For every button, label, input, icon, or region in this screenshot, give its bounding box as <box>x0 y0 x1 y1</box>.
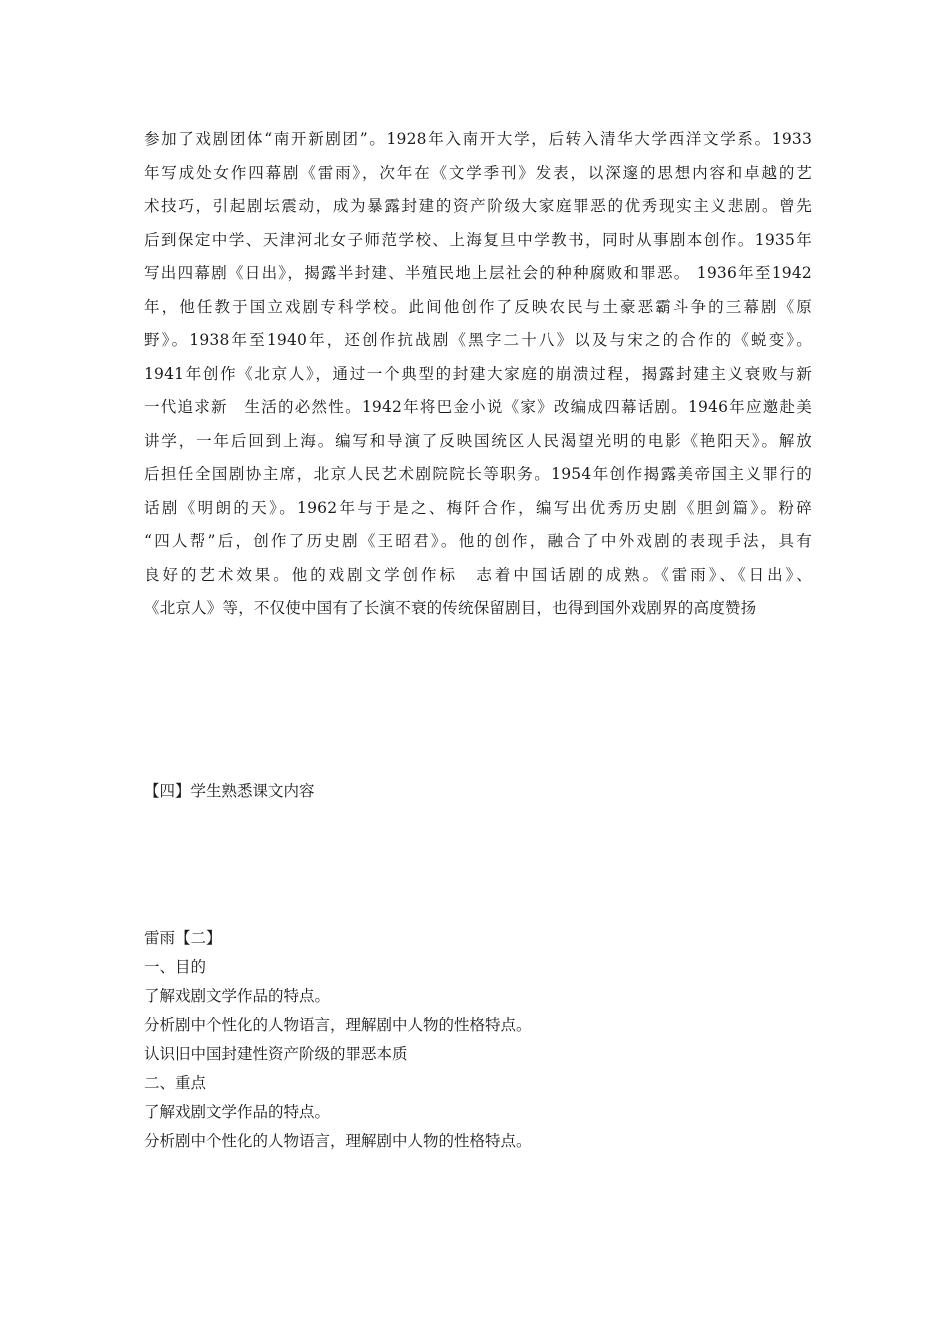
paragraph-line: 讲学，一年后回到上海。编写和导演了反映国统区人民渴望光明的电影《艳阳天》。解放 <box>144 431 812 450</box>
paragraph-line: 一代追求新 生活的必然性。1942年将巴金小说《家》改编成四幕话剧。1946年应邀赴美 <box>144 398 812 416</box>
focus-item: 分析剧中个性化的人物语言，理解剧中人物的性格特点。 <box>144 1132 532 1150</box>
paragraph-line: 年写成处女作四幕剧《雷雨》，次年在《文学季刊》发表，以深邃的思想内容和卓越的艺 <box>144 163 812 182</box>
paragraph-line: “四人帮”后，创作了历史剧《王昭君》。他的创作，融合了中外戏剧的表现手法，具有 <box>144 532 812 550</box>
paragraph-line: 话剧《明朗的天》。1962年与于是之、梅阡合作，编写出优秀历史剧《胆剑篇》。粉碎 <box>144 498 812 517</box>
biography-paragraph <box>144 123 812 626</box>
paragraph-line: 野》。1938年至1940年，还创作抗战剧《黑字二十八》以及与宋之的合作的《蜕变》。 <box>144 331 812 349</box>
paragraph-line: 写出四幕剧《日出》，揭露半封建、半殖民地上层社会的种种腐败和罪恶。 1936年至1942 <box>144 264 812 282</box>
paragraph-line: 术技巧，引起剧坛震动，成为暴露封建的资产阶级大家庭罪恶的优秀现实主义悲剧。曾先 <box>144 197 812 215</box>
purpose-item: 分析剧中个性化的人物语言，理解剧中人物的性格特点。 <box>144 1016 532 1034</box>
purpose-item: 了解戏剧文学作品的特点。 <box>144 987 331 1005</box>
paragraph-line: 参加了戏剧团体“南开新剧团”。1928年入南开大学，后转入清华大学西洋文学系。1933 <box>144 130 812 148</box>
paragraph-line: 《北京人》等，不仅使中国有了长演不衰的传统保留剧目，也得到国外戏剧界的高度赞扬 <box>144 599 757 617</box>
purpose-heading: 一、目的 <box>144 958 207 976</box>
section-four-heading: 【四】学生熟悉课文内容 <box>144 782 315 800</box>
lesson-outline <box>144 924 812 1156</box>
paragraph-line: 良好的艺术效果。他的戏剧文学创作标 志着中国话剧的成熟。《雷雨》、《日出》、 <box>144 565 812 584</box>
lesson-title: 雷雨【二】 <box>144 929 222 947</box>
paragraph-line: 后到保定中学、天津河北女子师范学校、上海复旦中学教书，同时从事剧本创作。1935年 <box>144 230 812 249</box>
paragraph-line: 1941年创作《北京人》，通过一个典型的封建大家庭的崩溃过程，揭露封建主义衰败与新 <box>144 364 812 383</box>
focus-heading: 二、重点 <box>144 1074 207 1092</box>
paragraph-line: 后担任全国剧协主席，北京人民艺术剧院院长等职务。1954年创作揭露美帝国主义罪行的 <box>144 465 812 483</box>
focus-item: 了解戏剧文学作品的特点。 <box>144 1103 331 1121</box>
paragraph-line: 年，他任教于国立戏剧专科学校。此间他创作了反映农民与土豪恶霸斗争的三幕剧《原 <box>144 297 812 316</box>
purpose-item: 认识旧中国封建性资产阶级的罪恶本质 <box>144 1045 408 1063</box>
